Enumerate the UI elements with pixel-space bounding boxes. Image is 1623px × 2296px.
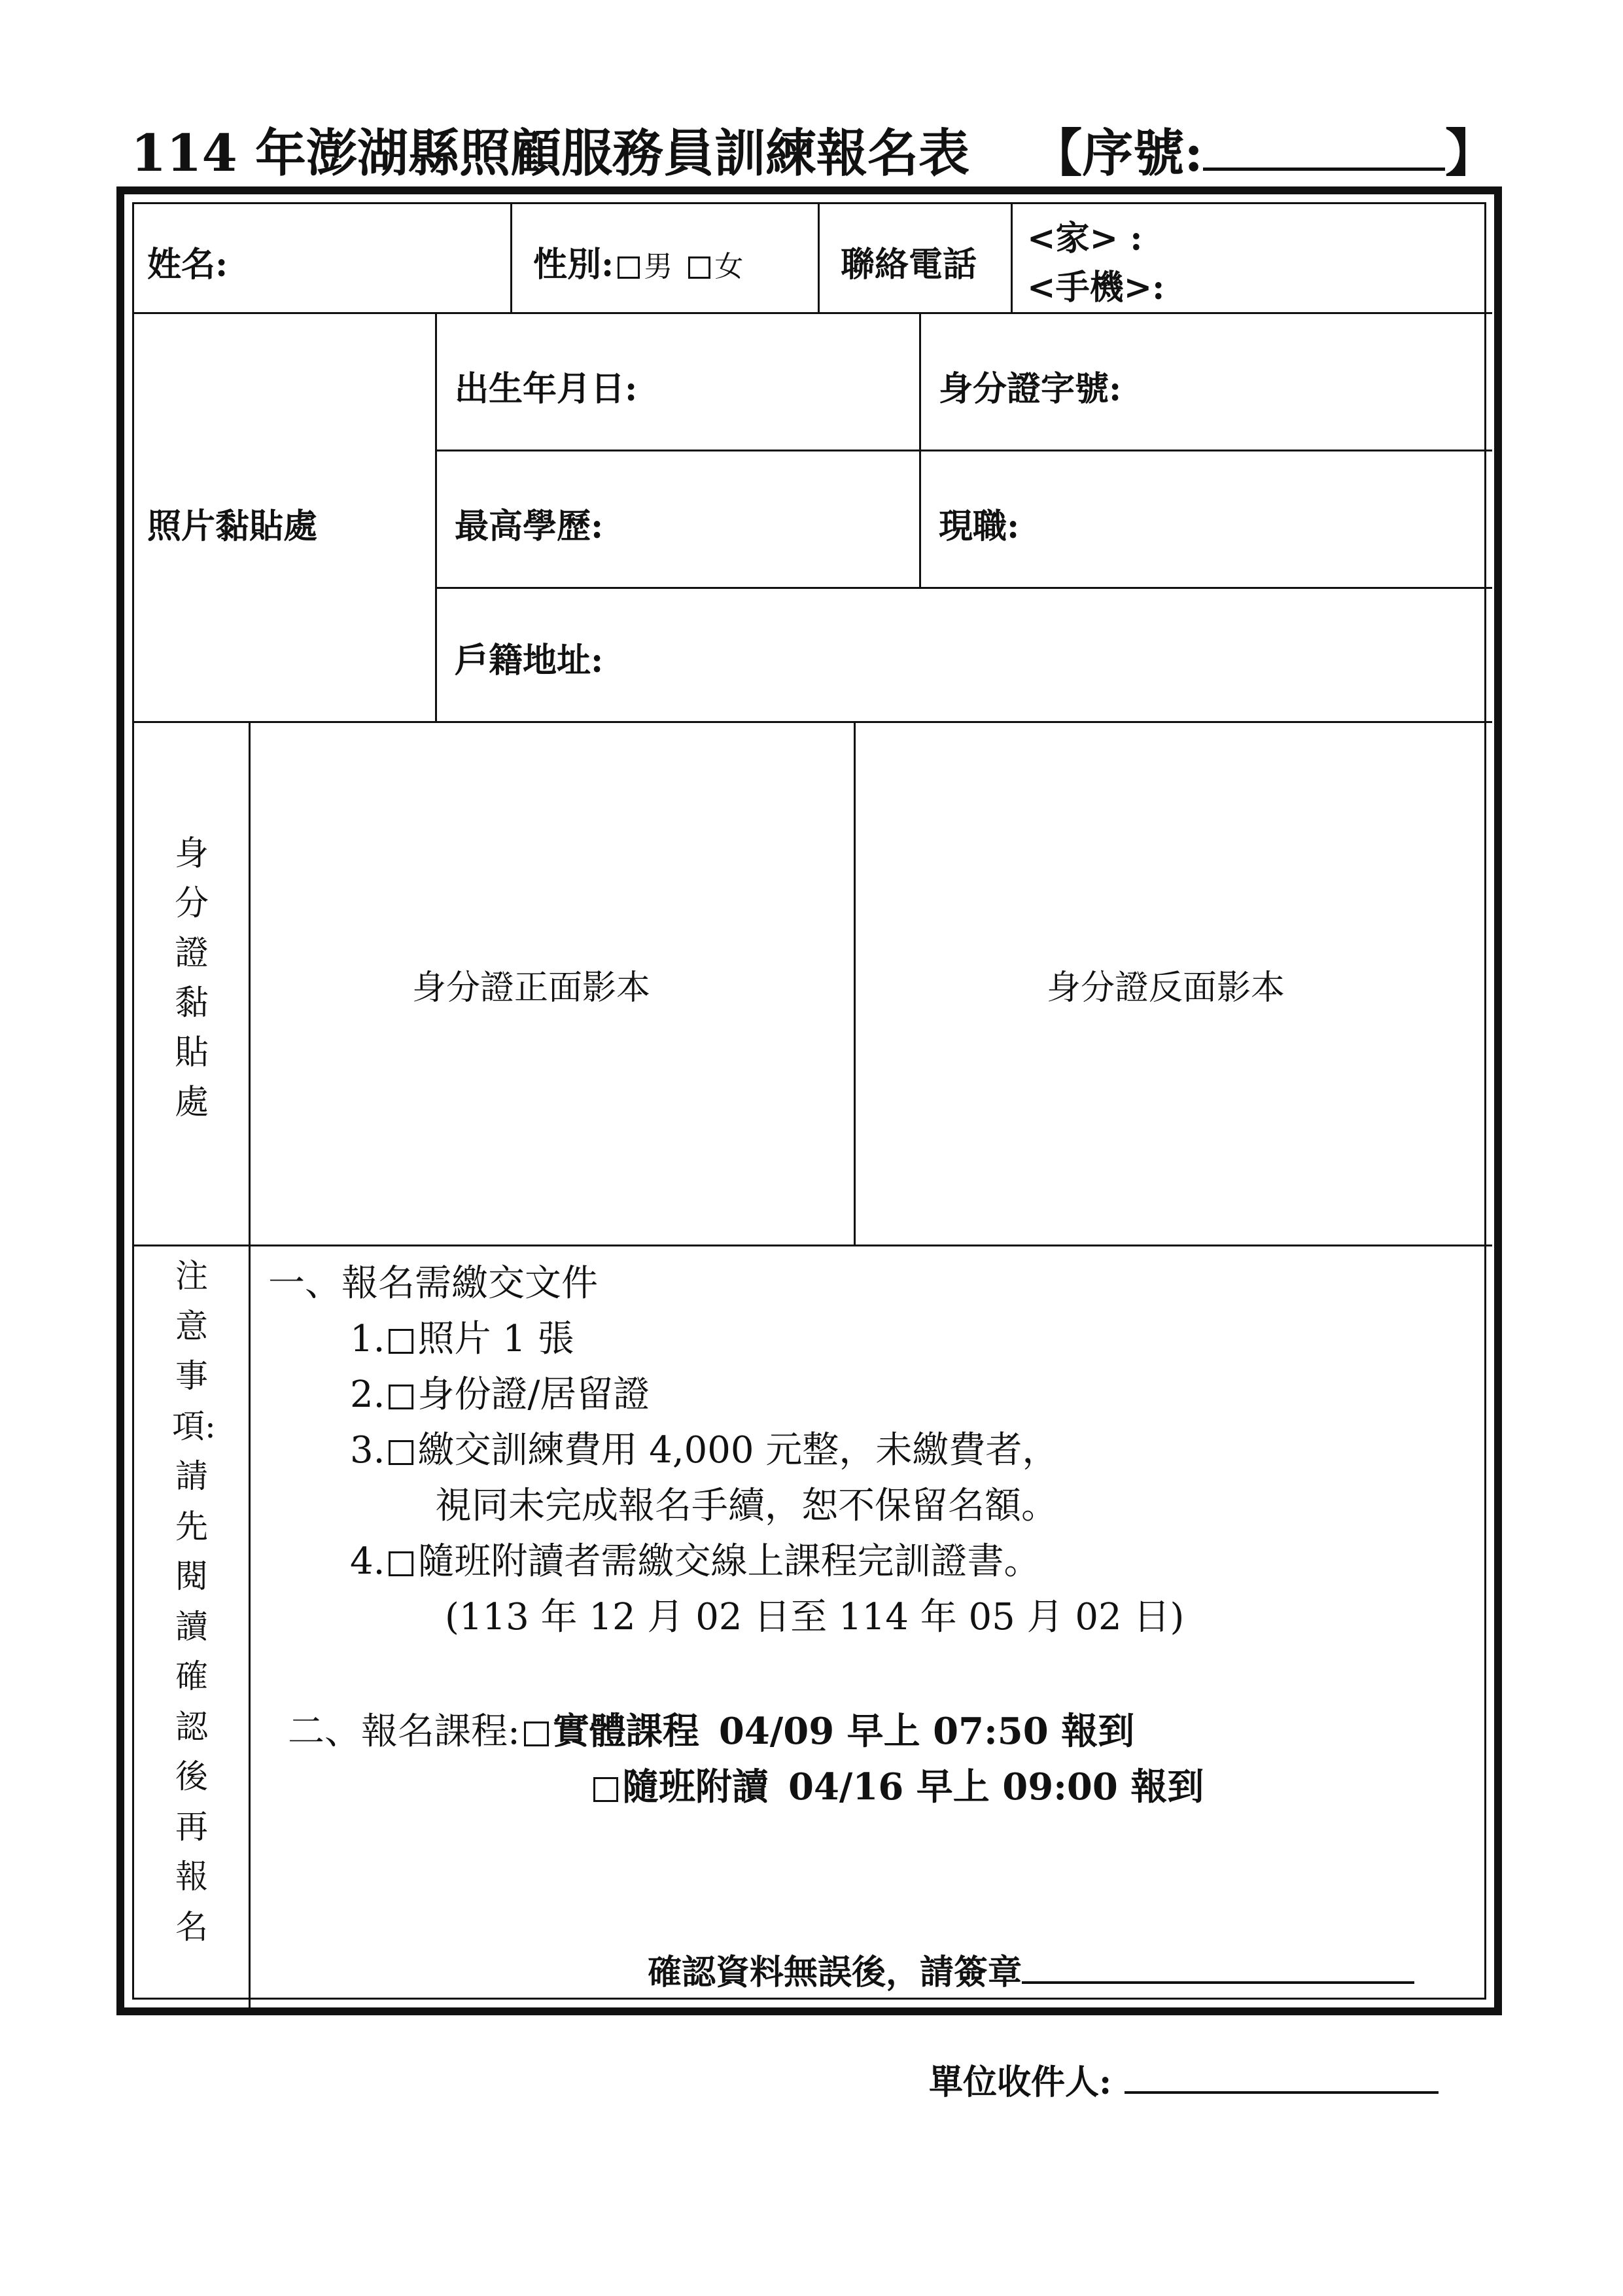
- note-item-2: [350, 1366, 650, 1418]
- col-divider: [818, 204, 820, 312]
- note-item-1-number: 1.: [350, 1318, 385, 1360]
- note-item-4-number: 4.: [350, 1540, 385, 1583]
- photo-paste-label: 照片黏貼處: [147, 506, 318, 546]
- note-item-3-number: 3.: [350, 1429, 385, 1472]
- col-divider: [854, 721, 856, 1245]
- birthdate-label: 出生年月日:: [455, 369, 638, 409]
- row-divider: [435, 450, 1492, 451]
- course-1-checkbox[interactable]: [524, 1722, 549, 1746]
- note-item-4-checkbox[interactable]: [389, 1551, 413, 1576]
- home-phone-label: <家> :: [1027, 219, 1143, 258]
- form-heading: 114 年澎湖縣照顧服務員訓練報名表: [131, 124, 969, 183]
- gender-field: [533, 237, 743, 286]
- receiver-row: [929, 2055, 1439, 2104]
- course-row-2: [589, 1758, 1204, 1810]
- name-label: 姓名:: [147, 245, 228, 285]
- notes-section1-title: 一、報名需繳交文件: [268, 1262, 598, 1305]
- course-1-name: 實體課程: [552, 1710, 699, 1753]
- signature-label: 確認資料無誤後，請簽章: [648, 1952, 1022, 1992]
- id-paste-side-label: 身分證黏貼處: [174, 834, 209, 1122]
- note-item-2-text: 身份證/居留證: [417, 1373, 650, 1416]
- note-item-4: [350, 1532, 1040, 1585]
- notes-side-label: 注意事項:請先閱讀確認後再報名: [172, 1257, 216, 1946]
- note-item-2-number: 2.: [350, 1373, 385, 1416]
- mobile-phone-label: <手機>:: [1027, 268, 1165, 308]
- id-front-copy-label: 身分證正面影本: [412, 968, 651, 1008]
- course-row-1: [288, 1703, 1134, 1755]
- form-grid: [132, 202, 1486, 2000]
- col-divider: [435, 312, 437, 721]
- id-number-label: 身分證字號:: [939, 369, 1122, 409]
- form-title: [131, 118, 1497, 190]
- course-1-time: 04/09 早上 07:50 報到: [718, 1710, 1135, 1753]
- form-frame: [116, 186, 1502, 2015]
- notes-section2-title: 二、報名課程:: [288, 1710, 520, 1753]
- note-item-1-text: 照片 1 張: [417, 1318, 574, 1360]
- col-divider: [510, 204, 512, 312]
- occupation-label: 現職:: [939, 506, 1020, 546]
- note-item-2-checkbox[interactable]: [389, 1385, 413, 1409]
- row-divider: [134, 1245, 1492, 1246]
- row-divider: [435, 587, 1492, 589]
- male-label: 男: [644, 250, 673, 283]
- note-item-1-checkbox[interactable]: [389, 1329, 413, 1354]
- note-item-3: [350, 1421, 1058, 1474]
- female-label: 女: [714, 250, 744, 283]
- signature-row: [648, 1945, 1414, 1994]
- signature-field[interactable]: [1022, 1949, 1414, 1984]
- note-item-4-continued: (113 年 12 月 02 日至 114 年 05 月 02 日): [445, 1596, 1185, 1638]
- phone-label: 聯絡電話: [841, 245, 977, 285]
- male-checkbox[interactable]: [618, 256, 640, 279]
- note-item-1: [350, 1310, 574, 1362]
- serial-suffix: 】: [1445, 124, 1497, 183]
- note-item-4-text: 隨班附讀者需繳交線上課程完訓證書。: [417, 1540, 1041, 1583]
- course-2-time: 04/16 早上 09:00 報到: [788, 1765, 1204, 1809]
- col-divider: [1011, 204, 1013, 312]
- id-back-copy-label: 身分證反面影本: [1047, 968, 1285, 1008]
- note-item-3-continued: 視同未完成報名手續，恕不保留名額。: [435, 1485, 1058, 1527]
- row-divider: [134, 312, 1492, 314]
- row-divider: [134, 721, 1492, 723]
- course-2-checkbox[interactable]: [593, 1777, 618, 1802]
- serial-prefix: 【序號:: [1031, 124, 1204, 183]
- education-label: 最高學歷:: [455, 506, 604, 546]
- receiver-label: 單位收件人:: [929, 2062, 1112, 2102]
- female-checkbox[interactable]: [688, 256, 710, 279]
- course-2-name: 隨班附讀: [622, 1765, 769, 1809]
- receiver-field[interactable]: [1125, 2058, 1439, 2094]
- col-divider: [919, 312, 921, 587]
- col-divider: [249, 721, 251, 2013]
- note-item-3-text: 繳交訓練費用 4,000 元整，未繳費者，: [417, 1429, 1059, 1472]
- note-item-3-checkbox[interactable]: [389, 1440, 413, 1465]
- gender-label: 性別:: [533, 245, 614, 285]
- address-label: 戶籍地址:: [455, 641, 604, 680]
- serial-number-field[interactable]: [1203, 122, 1445, 171]
